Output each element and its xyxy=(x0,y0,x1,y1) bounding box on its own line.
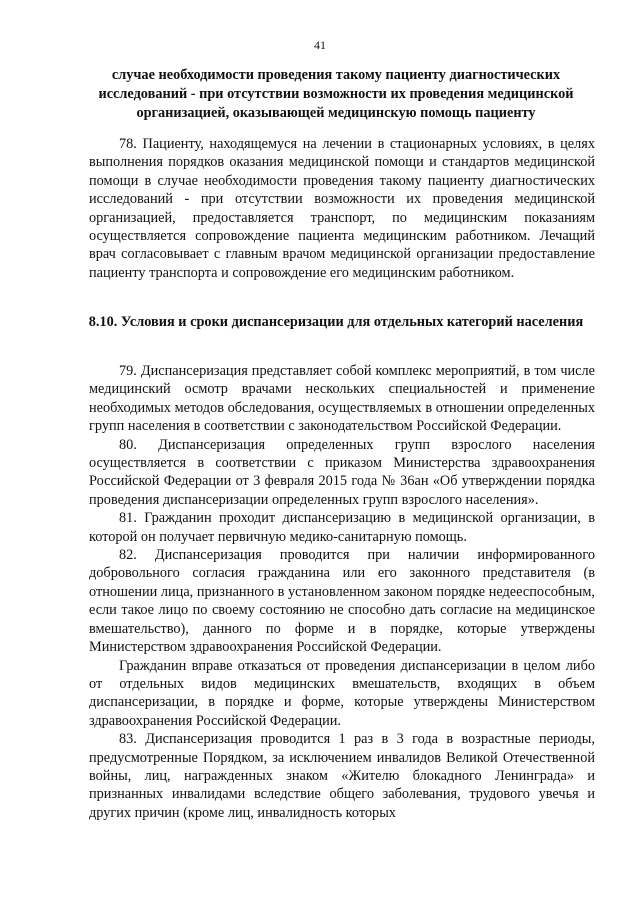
paragraph-82-refusal: Гражданин вправе отказаться от проведения диспансеризации в целом либо от отдельных видов медицинских вмешательств, входящих в объем диспансеризации, в порядке и форме, которые утверждены Министерством здравоохранения Российской Федерации. xyxy=(89,657,595,729)
section-body xyxy=(89,362,595,822)
page-number: 41 xyxy=(314,38,326,52)
section-title: 8.10. Условия и сроки диспансеризации для отдельных категорий населения xyxy=(88,314,584,330)
paragraph-83: 83. Диспансеризация проводится 1 раз в 3 года в возрастные периоды, предусмотренные Порядком, за исключением инвалидов Великой Отечественной войны, лиц, награжденных знаком «Жителю блокадного Ленинграда» и признанных инвалидами вследствие общего заболевания, трудового увечья и других причин (кроме лиц, инвалидность которых xyxy=(89,731,595,821)
paragraph-79: 79. Диспансеризация представляет собой комплекс мероприятий, в том числе медицинский осмотр врачами нескольких специальностей и применение необходимых методов обследования, осуществляемых в отношении определенных групп населения в соответствии с законодательством Российской Федерации. xyxy=(89,363,595,435)
paragraph-81: 81. Гражданин проходит диспансеризацию в медицинской организации, в которой он получает первичную медико-санитарную помощь. xyxy=(89,510,595,545)
paragraph-78-block xyxy=(89,135,595,282)
paragraph-82: 82. Диспансеризация проводится при наличии информированного добровольного согласия гражданина или его законного представителя (в отношении лица, признанного в установленном законом порядке недееспособным, если такое лицо по своему состоянию не способно дать согласие на медицинское вмешательство), данного по форме и в порядке, которые утверждены Министерством здравоохранения Российской Федерации. xyxy=(89,547,595,656)
paragraph-80: 80. Диспансеризация определенных групп взрослого населения осуществляется в соответствии с приказом Министерства здравоохранения Российской Федерации от 3 февраля 2015 года № 36ан «Об утверждении порядка проведения диспансеризации определенных групп взрослого населения». xyxy=(89,436,595,508)
continued-heading: случае необходимости проведения такому пациенту диагностических исследований - при отсутствии возможности их проведения медицинской организацией, оказывающей медицинскую помощь пациенту xyxy=(98,67,574,121)
paragraph-78: 78. Пациенту, находящемуся на лечении в стационарных условиях, в целях выполнения порядков оказания медицинской помощи и стандартов медицинской помощи в случае необходимости проведения такому пациенту диагностических исследований - при отсутствии возможности их проведения медицинской организацией, предоставляется транспорт, по медицинским показаниям осуществляется сопровождение пациента медицинским работником. Лечащий врач согласовывает с главным врачом медицинской организации предоставление пациенту транспорта и сопровождение его медицинским работником. xyxy=(89,136,595,281)
